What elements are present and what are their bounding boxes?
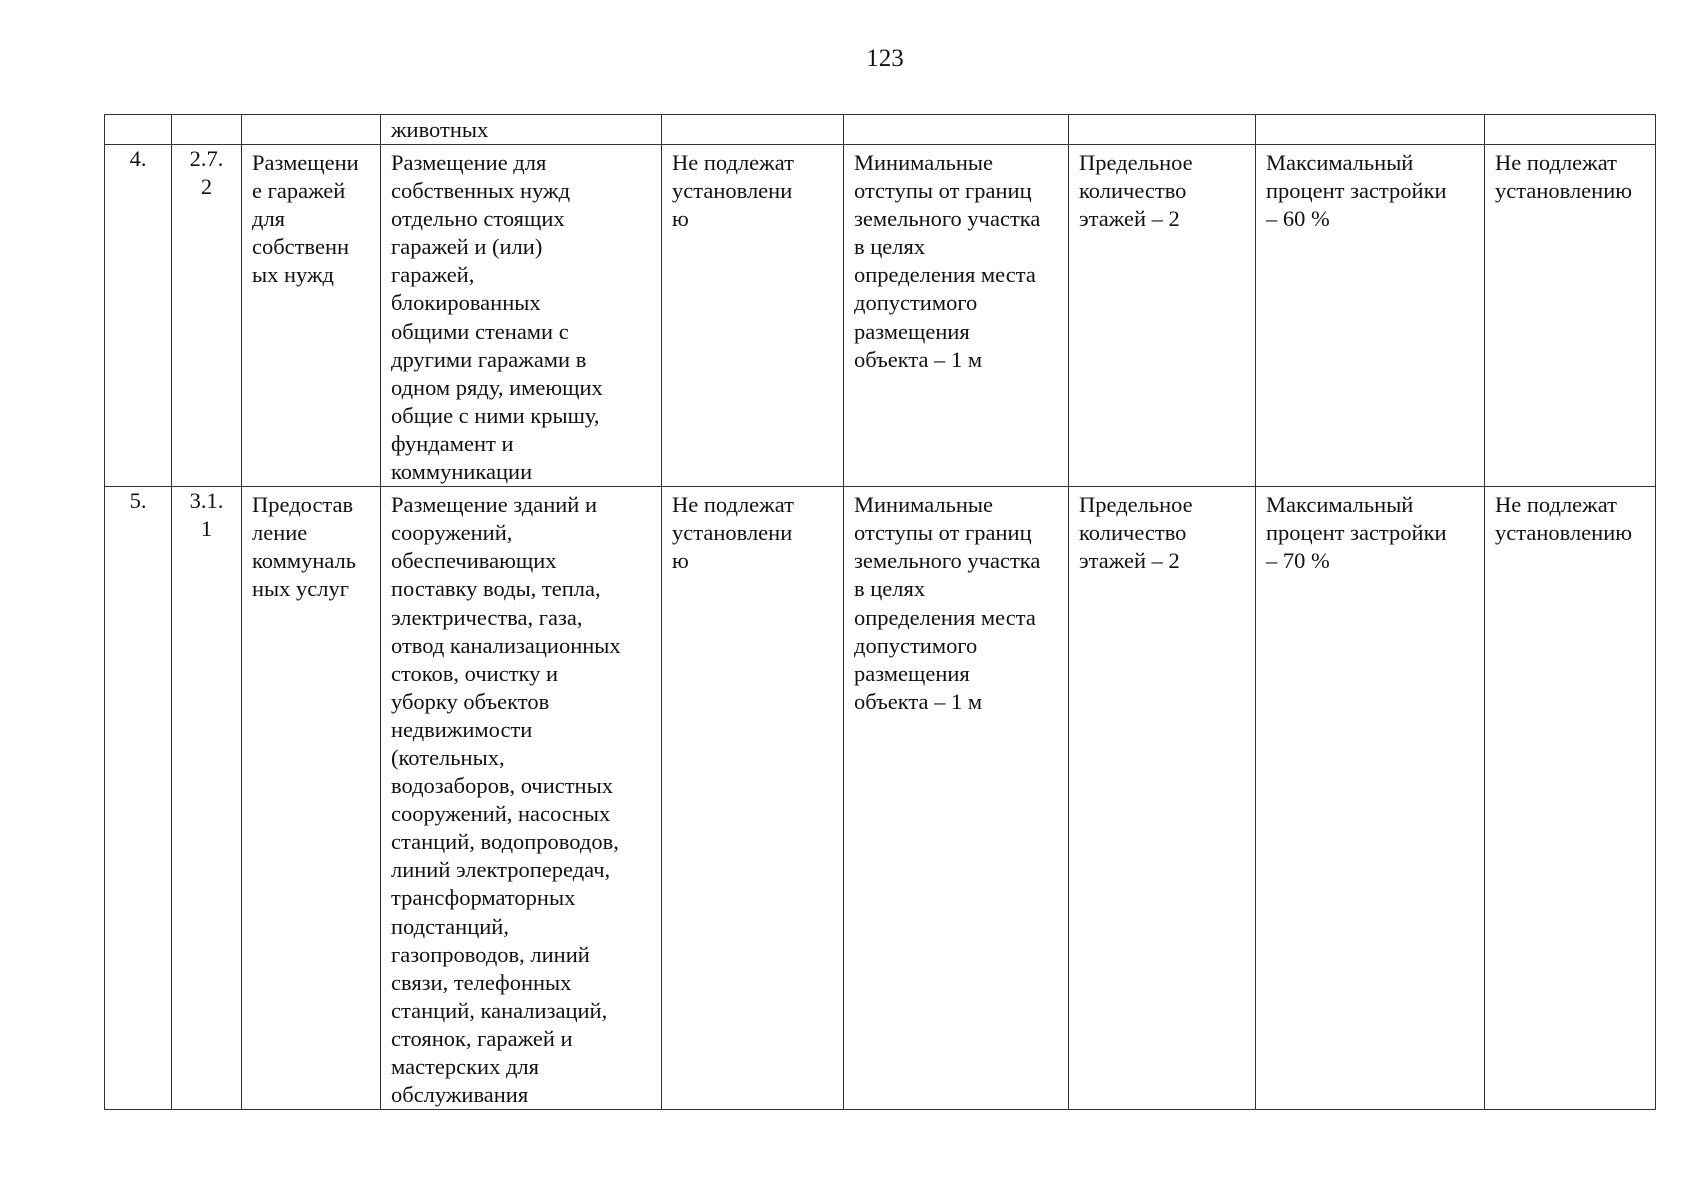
- cell-other: Не подлежат установлению: [1485, 487, 1656, 1110]
- cell-description: Размещение для собственных нужд отдельно стоящих гаражей и (или) гаражей, блокированных общими стенами с другими гаражами в одном ряду, имеющих общие с ними крышу, фундамент и коммуникации: [381, 145, 662, 487]
- page-number: 123: [866, 45, 904, 72]
- cell-name: Размещени е гаражей для собственн ых нужд: [242, 145, 381, 487]
- cell-coverage: Максимальный процент застройки – 70 %: [1256, 487, 1485, 1110]
- cell-area-limits: Не подлежат установлени ю: [662, 487, 844, 1110]
- cell-code: [172, 115, 242, 145]
- cell-setbacks: Минимальные отступы от границ земельного участка в целях определения места допустимого размещения объекта – 1 м: [844, 487, 1069, 1110]
- cell-num: 5.: [105, 487, 172, 1110]
- cell-coverage: Максимальный процент застройки – 60 %: [1256, 145, 1485, 487]
- cell-num: [105, 115, 172, 145]
- cell-floors: Предельное количество этажей – 2: [1069, 145, 1256, 487]
- cell-code: 2.7. 2: [172, 145, 242, 487]
- cell-description: животных: [381, 115, 662, 145]
- table-row: [105, 145, 1656, 487]
- cell-name: [242, 115, 381, 145]
- land-use-table: [104, 114, 1656, 1110]
- cell-num: 4.: [105, 145, 172, 487]
- cell-setbacks: [844, 115, 1069, 145]
- cell-floors: [1069, 115, 1256, 145]
- cell-coverage: [1256, 115, 1485, 145]
- table-row: [105, 487, 1656, 1110]
- cell-area-limits: Не подлежат установлени ю: [662, 145, 844, 487]
- cell-code: 3.1. 1: [172, 487, 242, 1110]
- cell-floors: Предельное количество этажей – 2: [1069, 487, 1256, 1110]
- cell-other: Не подлежат установлению: [1485, 145, 1656, 487]
- cell-description: Размещение зданий и сооружений, обеспечивающих поставку воды, тепла, электричества, газа, отвод канализационных стоков, очистку и уборку объектов недвижимости (котельных, водозаборов, очистных сооружений, насосных станций, водопроводов, линий электропередач, трансформаторных подстанций, газопроводов, линий связи, телефонных станций, канализаций, стоянок, гаражей и мастерских для обслуживания: [381, 487, 662, 1110]
- cell-area-limits: [662, 115, 844, 145]
- table-row-continuation: [105, 115, 1656, 145]
- cell-setbacks: Минимальные отступы от границ земельного участка в целях определения места допустимого размещения объекта – 1 м: [844, 145, 1069, 487]
- cell-name: Предостав ление коммуналь ных услуг: [242, 487, 381, 1110]
- cell-other: [1485, 115, 1656, 145]
